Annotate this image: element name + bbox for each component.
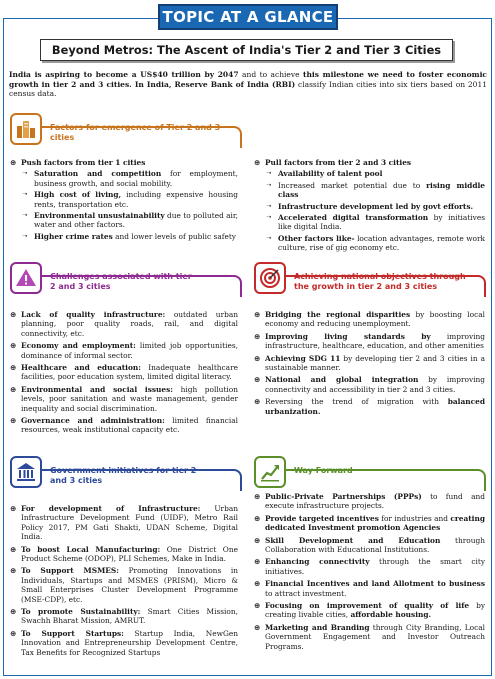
list-item-text: by initiatives like digital India. (278, 213, 485, 232)
list-item-bold: balanced urbanization. (265, 397, 485, 416)
warning-triangle-icon (10, 262, 42, 294)
intro-text-2: classify Indian cities into six tiers based on 2011 census data. (9, 79, 487, 98)
list-item-bold: Infrastructure development led by govt efforts. (278, 201, 474, 211)
list-item (10, 416, 238, 435)
list-item (10, 385, 238, 413)
list-item-text: by developing tier 2 and 3 cities in a sustainable manner. (265, 353, 485, 373)
list-item-bold: Skill Development and Education (265, 535, 441, 545)
list-item (10, 566, 238, 604)
list-item-bold2: creating dedicated Investment promotion Agencies (265, 513, 485, 533)
list-item-bold: Healthcare and education: (21, 363, 141, 373)
list-item-bold: To Support Startups: (21, 628, 124, 638)
list-item-text: by creating livable cities, (265, 601, 485, 620)
list-item (10, 211, 238, 230)
list-item (254, 536, 485, 555)
list-item (10, 363, 238, 382)
list-item (10, 341, 238, 360)
list-item-bold: rising middle class (278, 180, 485, 200)
list-item-bold: Economy and employment: (21, 341, 136, 351)
list-item-bold: Financial Incentives and land Allotment to business (265, 579, 485, 589)
list-item-bold: Other factors like- (278, 233, 355, 243)
list-item (10, 232, 238, 241)
list-item-bold: Enhancing connectivity (265, 557, 370, 567)
list-item (254, 181, 485, 200)
government-building-icon (10, 456, 42, 488)
list-item-text: Startup India, NewGen Innovation and Entrepreneurship Development Centre, Tax Benefits for Recognized Startups (21, 628, 238, 657)
list-item-pre: Increased market potential due to (278, 180, 427, 190)
way-forward-header (254, 456, 486, 492)
list-item-bold: Bridging the regional disparities (265, 310, 411, 319)
list-item (10, 629, 238, 657)
list-item (10, 545, 238, 564)
list-item (10, 169, 238, 188)
objectives-list (254, 310, 485, 419)
intro-paragraph (9, 70, 487, 99)
list-item (10, 504, 238, 542)
list-item (10, 310, 238, 338)
govt-header (10, 456, 242, 492)
list-item-text: limited financial resources, weak institutional capacity etc. (21, 416, 238, 435)
list-item (254, 202, 485, 211)
topic-banner: TOPIC AT A GLANCE (158, 4, 338, 30)
city-buildings-icon (10, 113, 42, 145)
list-item-text: outdated urban planning, poor quality roads, rail, and digital connectivity, etc. (21, 310, 238, 338)
way-forward-icon (254, 456, 286, 488)
list-item (254, 310, 485, 329)
list-item-bold: Marketing and Branding (265, 622, 370, 632)
list-item-bold: Environmental and social issues: (21, 384, 174, 394)
list-item (10, 607, 238, 626)
challenges-header (10, 262, 242, 298)
list-item-bold: Public-Private Partnerships (PPPs) (265, 492, 422, 501)
govt-title: Government initiatives for tier 2 and 3 cities (50, 466, 197, 485)
list-item-bold: High cost of living, (34, 190, 122, 200)
push-factors-column (10, 158, 238, 243)
list-item (254, 601, 485, 620)
list-item-bold: Lack of quality infrastructure: (21, 310, 166, 319)
list-item-text: for industries and (378, 513, 451, 523)
govt-list (10, 504, 238, 660)
list-item (10, 190, 238, 209)
intro-text-1: and to achieve (238, 70, 303, 79)
list-item-text: location advantages, remote work culture, rise of gig economy etc. (278, 233, 485, 253)
list-item-text: One District One Product Scheme (ODOP), PLI Schemes, Make in India. (21, 544, 238, 564)
list-item-pre: Reversing the trend of migration with (265, 397, 448, 407)
list-item (254, 557, 485, 576)
list-item-bold: To promote Sustainability: (21, 607, 141, 617)
list-item (254, 514, 485, 533)
list-item (254, 623, 485, 651)
list-item-bold: Provide targeted incentives (265, 513, 379, 523)
list-item-text: through the smart city initiatives. (265, 557, 486, 576)
list-item (254, 397, 485, 416)
factors-header (10, 113, 242, 149)
list-item-bold: Environmental unsustainability (34, 211, 165, 221)
list-item-bold: Accelerated digital transformation (278, 213, 429, 223)
list-item-text: by boosting local economy and reducing unemployment. (265, 310, 485, 329)
list-item-text: to fund and execute infrastructure projects. (265, 492, 485, 511)
list-item (254, 332, 485, 351)
list-item (254, 579, 485, 598)
list-item-bold: Achieving SDG 11 (265, 353, 341, 363)
list-item-text: Promoting Innovations in Individuals, Startups and MSMES (PRISM), Micro & Small Enterprises Cluster Development Programme (MSE-CDP), etc. (21, 566, 238, 604)
list-item (254, 169, 485, 178)
push-factors-heading: ⊕ Push factors from tier 1 cities (10, 158, 238, 167)
list-item (254, 234, 485, 253)
factors-title: Factors for emergence of Tier 2 and 3 cities (50, 123, 221, 142)
objectives-header (254, 262, 486, 298)
list-item-bold: Availability of talent pool (278, 169, 383, 179)
list-item (254, 213, 485, 232)
pull-factors-heading: ⊕ Pull factors from tier 2 and 3 cities (254, 158, 485, 167)
list-item-bold: Governance and administration: (21, 416, 165, 426)
list-item-text: Inadequate healthcare facilities, poor education system, limited digital literacy. (21, 363, 238, 382)
objectives-title: Achieving national objectives through the growth in tier 2 and 3 cities (294, 272, 466, 291)
list-item-text: through City Branding, Local Government Engagement and Investor Outreach Programs. (265, 622, 485, 651)
list-item-bold: Saturation and competition (34, 169, 162, 179)
list-item-text: through Collaboration with Educational Institutions. (265, 535, 485, 555)
list-item-text: due to polluted air, water and other factors. (34, 211, 238, 230)
page-title: Beyond Metros: The Ascent of India's Tier 2 and Tier 3 Cities (40, 39, 453, 61)
list-item-text: to attract investment. (265, 588, 347, 598)
list-item-bold: To Support MSMES: (21, 566, 119, 576)
challenges-list (10, 310, 238, 438)
list-item-text: and lower levels of public safety (112, 231, 236, 241)
list-item-text: by improving connectivity and accessibility in tier 2 and 3 cities. (265, 375, 485, 394)
list-item-text: for employment, business growth, and social mobility. (34, 169, 239, 188)
list-item-bold: Improving living standards by (265, 331, 431, 341)
list-item-bold: To boost Local Manufacturing: (21, 544, 161, 554)
way-forward-list (254, 492, 485, 654)
target-icon (254, 262, 286, 294)
pull-factors-column (254, 158, 485, 255)
list-item (254, 354, 485, 373)
list-item-text: including expensive housing rents, transportation etc. (34, 190, 238, 209)
list-item-text: Smart Cities Mission, Swachh Bharat Mission, AMRUT. (21, 607, 238, 626)
list-item-text: high pollution levels, poor sanitation and waste management, gender inequality and social discrimination. (21, 384, 238, 413)
list-item-bold2: affordable housing. (350, 610, 432, 620)
list-item-bold: Higher crime rates (34, 231, 113, 241)
list-item-bold: National and global integration (265, 375, 419, 385)
list-item (254, 492, 485, 511)
list-item (254, 375, 485, 394)
way-forward-title: Way Forward (294, 466, 353, 475)
intro-bold-2: this milestone we need to foster economic growth in tier 2 and 3 cities. In India, Reserve Bank of India (RBI) (9, 70, 487, 89)
list-item-bold: Focusing on improvement of quality of life (265, 601, 470, 611)
challenges-title: Challenges associated with tier 2 and 3 cities (50, 272, 192, 291)
list-item-text: Urban Infrastructure Development Fund (UIDF), Metro Rail Policy 2017, PM Gati Shakti, UDAN Scheme, Digital India. (21, 504, 238, 542)
list-item-text: improving infrastructure, healthcare, education, and other amenities (265, 331, 485, 351)
list-item-bold: For development of Infrastructure: (21, 504, 201, 513)
intro-bold-1: India is aspiring to become a US$40 trillion by 2047 (9, 70, 239, 79)
list-item-text: limited job opportunities, dominance of informal sector. (21, 341, 239, 360)
